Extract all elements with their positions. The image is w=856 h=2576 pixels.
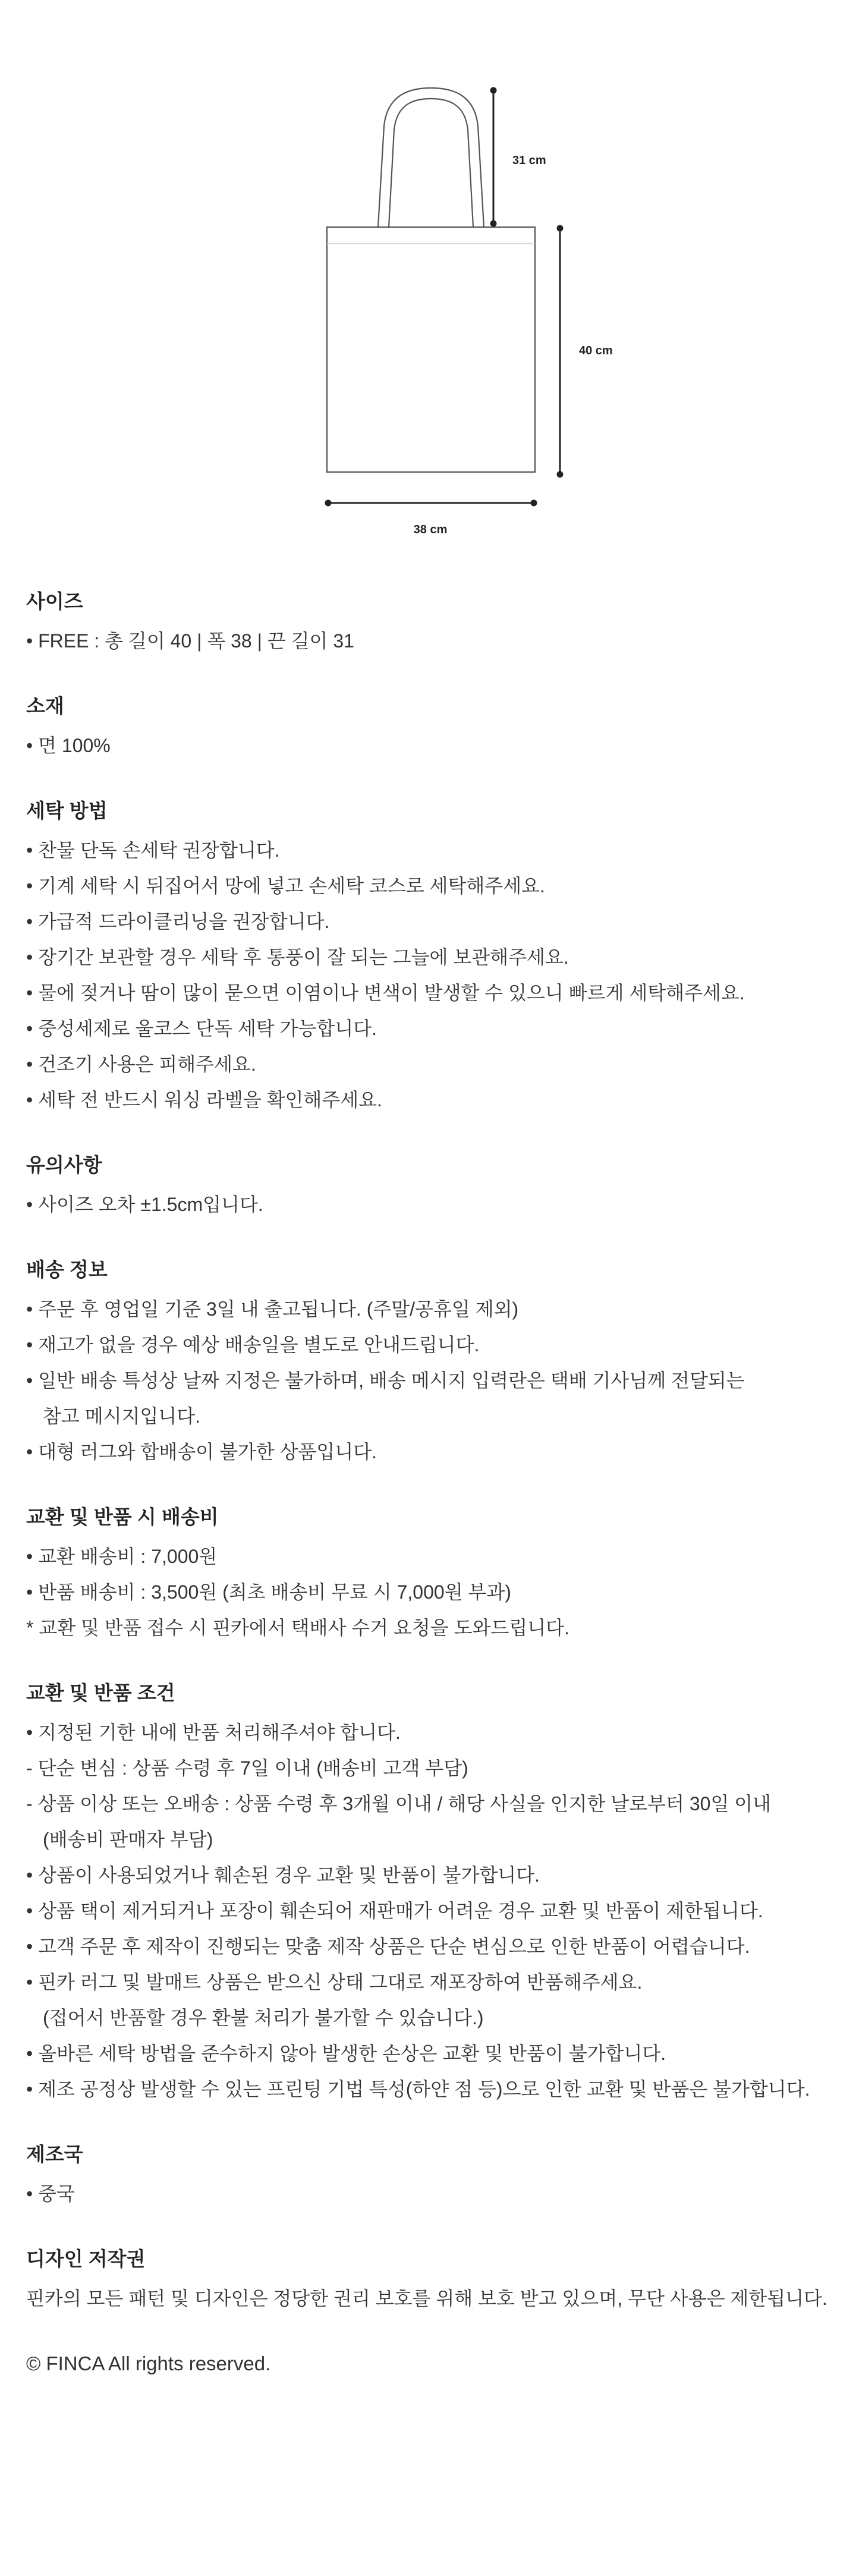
return-condition-line: • 지정된 기한 내에 반품 처리해주셔야 합니다.: [26, 1722, 401, 1743]
section-return-fee: [26, 1504, 835, 1646]
washing-line: • 기계 세탁 시 뒤집어서 망에 넣고 손세탁 코스로 세탁해주세요.: [26, 875, 545, 897]
return-fee-line: • 반품 배송비 : 3,500원 (최초 배송비 무료 시 7,000원 부과): [26, 1581, 511, 1603]
shipping-line: • 주문 후 영업일 기준 3일 내 출고됩니다. (주말/공휴일 제외): [26, 1298, 519, 1320]
section-washing: [26, 798, 835, 1118]
return-condition-line: • 올바른 세탁 방법을 준수하지 않아 발생한 손상은 교환 및 반품이 불가합니다.: [26, 2043, 666, 2064]
height-dimension-dot-top: [557, 225, 564, 232]
section-title-return-conditions: 교환 및 반품 조건: [26, 1682, 175, 1704]
origin-line: • 중국: [26, 2183, 75, 2204]
shipping-line: • 일반 배송 특성상 날짜 지정은 불가하며, 배송 메시지 입력란은 택배 기사님께 전달되는: [26, 1370, 745, 1391]
notice-line: • 사이즈 오차 ±1.5cm입니다.: [26, 1194, 263, 1215]
section-origin: [26, 2141, 835, 2212]
handle-dimension-dot-top: [490, 87, 497, 94]
section-title-return-fee: 교환 및 반품 시 배송비: [26, 1506, 219, 1528]
section-copyright: [26, 2246, 835, 2316]
return-condition-line: • 제조 공정상 발생할 수 있는 프린팅 기법 특성(하얀 점 등)으로 인한 교환 및 반품은 불가합니다.: [26, 2078, 810, 2100]
tote-bag-diagram-svg: [0, 0, 856, 553]
washing-line: • 건조기 사용은 피해주세요.: [26, 1053, 256, 1075]
washing-line: • 찬물 단독 손세탁 권장합니다.: [26, 839, 280, 861]
section-title-material: 소재: [26, 695, 64, 717]
return-condition-line: • 상품이 사용되었거나 훼손된 경우 교환 및 반품이 불가합니다.: [26, 1864, 540, 1886]
return-condition-line: • 상품 택이 제거되거나 포장이 훼손되어 재판매가 어려운 경우 교환 및 반품이 제한됩니다.: [26, 1900, 763, 1921]
section-title-copyright: 디자인 저작권: [26, 2248, 146, 2270]
return-condition-line: - 단순 변심 : 상품 수령 후 7일 이내 (배송비 고객 부담): [26, 1757, 468, 1779]
washing-line: • 장기간 보관할 경우 세탁 후 통풍이 잘 되는 그늘에 보관해주세요.: [26, 946, 569, 968]
section-title-size: 사이즈: [26, 590, 83, 612]
section-title-shipping: 배송 정보: [26, 1259, 108, 1281]
shipping-line: • 재고가 없을 경우 예상 배송일을 별도로 안내드립니다.: [26, 1334, 480, 1355]
washing-line: • 세탁 전 반드시 워싱 라벨을 확인해주세요.: [26, 1089, 382, 1111]
return-fee-note: * 교환 및 반품 접수 시 핀카에서 택배사 수거 요청을 도와드립니다.: [26, 1617, 569, 1638]
tote-bag-size-diagram: [0, 0, 856, 553]
section-shipping: [26, 1257, 835, 1470]
bag-width-label: 38 cm: [413, 523, 448, 536]
shipping-line-continued: 참고 메시지입니다.: [43, 1405, 201, 1427]
return-condition-line-continued: (배송비 판매자 부담): [43, 1829, 213, 1850]
width-dimension-dot-left: [325, 500, 332, 507]
height-dimension-dot-bottom: [557, 471, 564, 478]
bag-body: [327, 227, 535, 472]
washing-line: • 가급적 드라이클리닝을 권장합니다.: [26, 911, 330, 932]
bag-handle-outer: [378, 88, 484, 227]
handle-dimension-dot-bottom: [490, 221, 497, 227]
section-notice: [26, 1152, 835, 1222]
washing-line: • 물에 젖거나 땀이 많이 묻으면 이염이나 변색이 발생할 수 있으니 빠르게 세탁해주세요.: [26, 982, 745, 1004]
return-condition-line: • 고객 주문 후 제작이 진행되는 맞춤 제작 상품은 단순 변심으로 인한 반품이 어렵습니다.: [26, 1936, 750, 1957]
section-size: [26, 589, 835, 659]
section-title-notice: 유의사항: [26, 1154, 102, 1176]
return-condition-line: - 상품 이상 또는 오배송 : 상품 수령 후 3개월 이내 / 해당 사실을 인지한 날로부터 30일 이내: [26, 1793, 772, 1814]
size-line: • FREE : 총 길이 40 | 폭 38 | 끈 길이 31: [26, 630, 354, 652]
section-title-origin: 제조국: [26, 2143, 83, 2165]
footer-copyright: © FINCA All rights reserved.: [26, 2352, 271, 2374]
copyright-line: 핀카의 모든 패턴 및 디자인은 정당한 권리 보호를 위해 보호 받고 있으며, 무단 사용은 제한됩니다.: [26, 2288, 827, 2309]
return-condition-line: • 핀카 러그 및 발매트 상품은 받으신 상태 그대로 재포장하여 반품해주세요.: [26, 1971, 643, 1993]
washing-line: • 중성세제로 울코스 단독 세탁 가능합니다.: [26, 1018, 377, 1039]
width-dimension-dot-right: [531, 500, 537, 507]
shipping-line: • 대형 러그와 합배송이 불가한 상품입니다.: [26, 1441, 377, 1462]
return-condition-line-continued: (접어서 반품할 경우 환불 처리가 불가할 수 있습니다.): [43, 2007, 484, 2028]
handle-height-label: 31 cm: [512, 154, 546, 167]
section-title-washing: 세탁 방법: [26, 800, 108, 822]
return-fee-line: • 교환 배송비 : 7,000원: [26, 1546, 218, 1567]
product-info-content: [26, 589, 835, 2377]
bag-height-label: 40 cm: [579, 344, 613, 357]
material-line: • 면 100%: [26, 735, 111, 756]
section-return-conditions: [26, 1680, 835, 2107]
section-material: [26, 693, 835, 763]
bag-handle-inner: [389, 99, 473, 227]
